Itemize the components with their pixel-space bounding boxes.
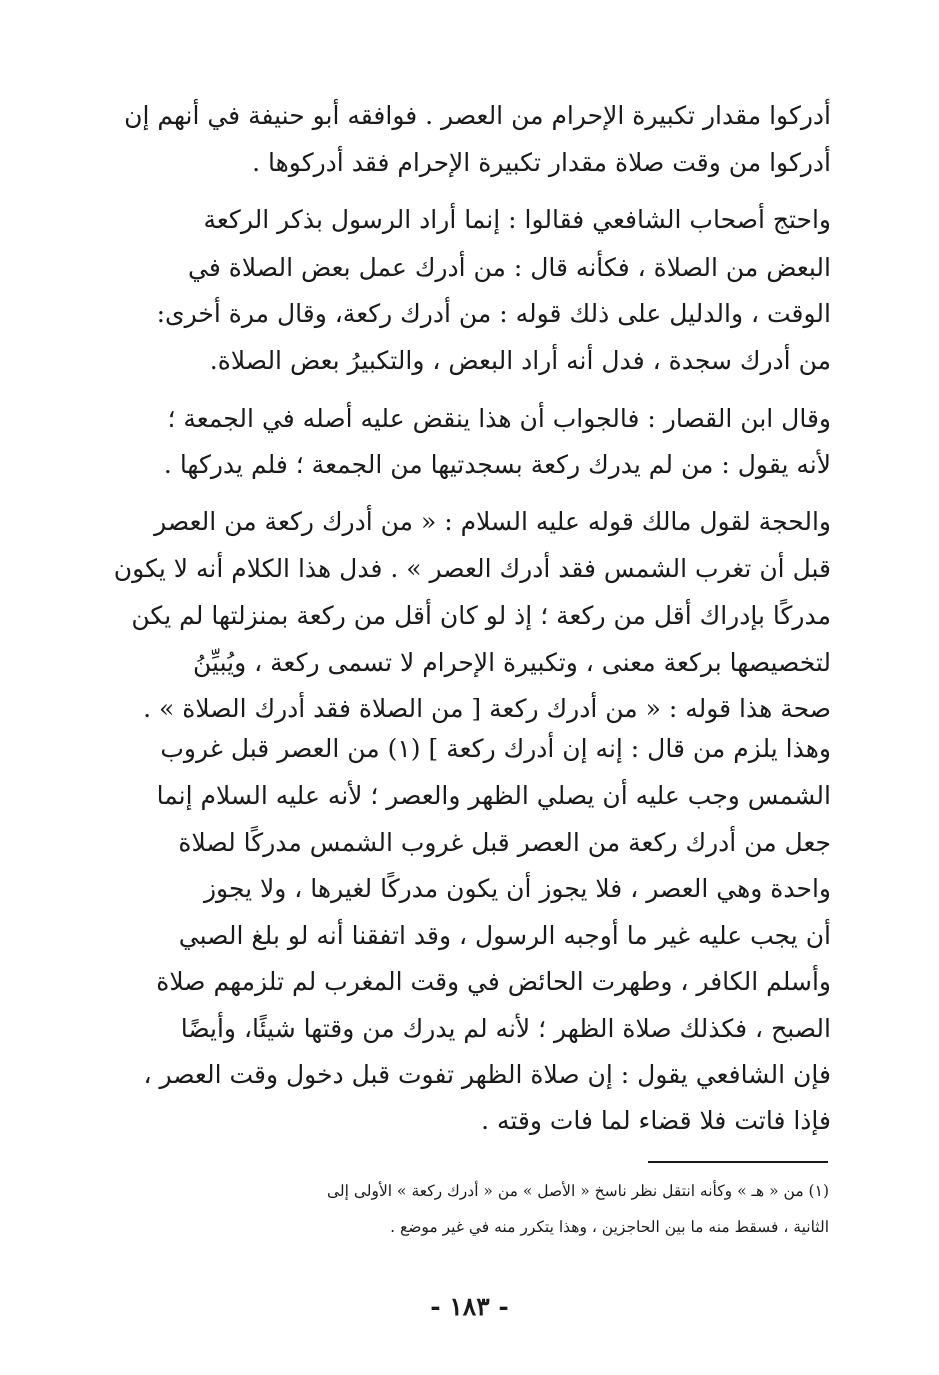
text-line: الشمس وجب عليه أن يصلي الظهر والعصر ؛ لأنه عليه السلام إنما — [156, 781, 831, 810]
footnote-line: الثانية ، فسقط منه ما بين الحاجزين ، وهذا يتكرر منه في غير موضع . — [390, 1218, 829, 1236]
text-line: صحة هذا قوله : « من أدرك ركعة [ من الصلاة فقد أدرك الصلاة » . — [143, 694, 831, 723]
text-line: أدركوا من وقت صلاة مقدار تكبيرة الإحرام فقد أدركوها . — [252, 148, 831, 177]
text-line: واحتج أصحاب الشافعي فقالوا : إنما أراد الرسول بذكر الركعة — [203, 205, 831, 234]
text-line: لتخصيصها بركعة معنى ، وتكبيرة الإحرام لا تسمى ركعة ، ويُبيِّنُ — [193, 648, 831, 677]
text-line: وقال ابن القصار : فالجواب أن هذا ينقض عليه أصله في الجمعة ؛ — [167, 404, 831, 433]
text-line: وهذا يلزم من قال : إنه إن أدرك ركعة ] (١) من العصر قبل غروب — [160, 734, 831, 763]
text-line: مدركًا بإدراك أقل من ركعة ؛ إذ لو كان أقل من ركعة بمنزلتها لم يكن — [131, 601, 831, 630]
footnote-line: (١) من « هـ » وكأنه انتقل نظر ناسخ « الأصل » من « أدرك ركعة » الأولى إلى — [326, 1182, 829, 1200]
text-line: البعض من الصلاة ، فكأنه قال : من أدرك عمل بعض الصلاة في — [188, 253, 831, 282]
text-line: فإذا فاتت فلا قضاء لما فات وقته . — [481, 1106, 831, 1135]
text-line: فإن الشافعي يقول : إن صلاة الظهر تفوت قبل دخول وقت العصر ، — [143, 1060, 831, 1089]
text-line: واحدة وهي العصر ، فلا يجوز أن يكون مدركًا لغيرها ، ولا يجوز — [203, 874, 831, 903]
text-line: قبل أن تغرب الشمس فقد أدرك العصر » . فدل هذا الكلام أنه لا يكون — [113, 554, 831, 583]
footnote-divider — [648, 1161, 828, 1163]
text-line: أدركوا مقدار تكبيرة الإحرام من العصر . فوافقه أبو حنيفة في أنهم إن — [124, 101, 831, 130]
text-line: وأسلم الكافر ، وطهرت الحائض في وقت المغرب لم تلزمهم صلاة — [156, 967, 831, 996]
text-line: والحجة لقول مالك قوله عليه السلام : « من أدرك ركعة من العصر — [154, 507, 831, 536]
page-number: - ١٨٣ - — [430, 1292, 509, 1321]
text-line: جعل من أدرك ركعة من العصر قبل غروب الشمس مدركًا لصلاة — [178, 828, 831, 857]
text-line: أن يجب عليه غير ما أوجبه الرسول ، وقد اتفقنا أنه لو بلغ الصبي — [178, 921, 831, 950]
text-line: الوقت ، والدليل على ذلك قوله : من أدرك ركعة، وقال مرة أخرى: — [156, 299, 831, 328]
text-line: لأنه يقول : من لم يدرك ركعة بسجدتيها من الجمعة ؛ فلم يدركها . — [163, 450, 831, 479]
text-line: الصبح ، فكذلك صلاة الظهر ؛ لأنه لم يدرك من وقتها شيئًا، وأيضًا — [180, 1014, 831, 1043]
text-line: من أدرك سجدة ، فدل أنه أراد البعض ، والتكبيرُ بعض الصلاة. — [209, 346, 831, 375]
